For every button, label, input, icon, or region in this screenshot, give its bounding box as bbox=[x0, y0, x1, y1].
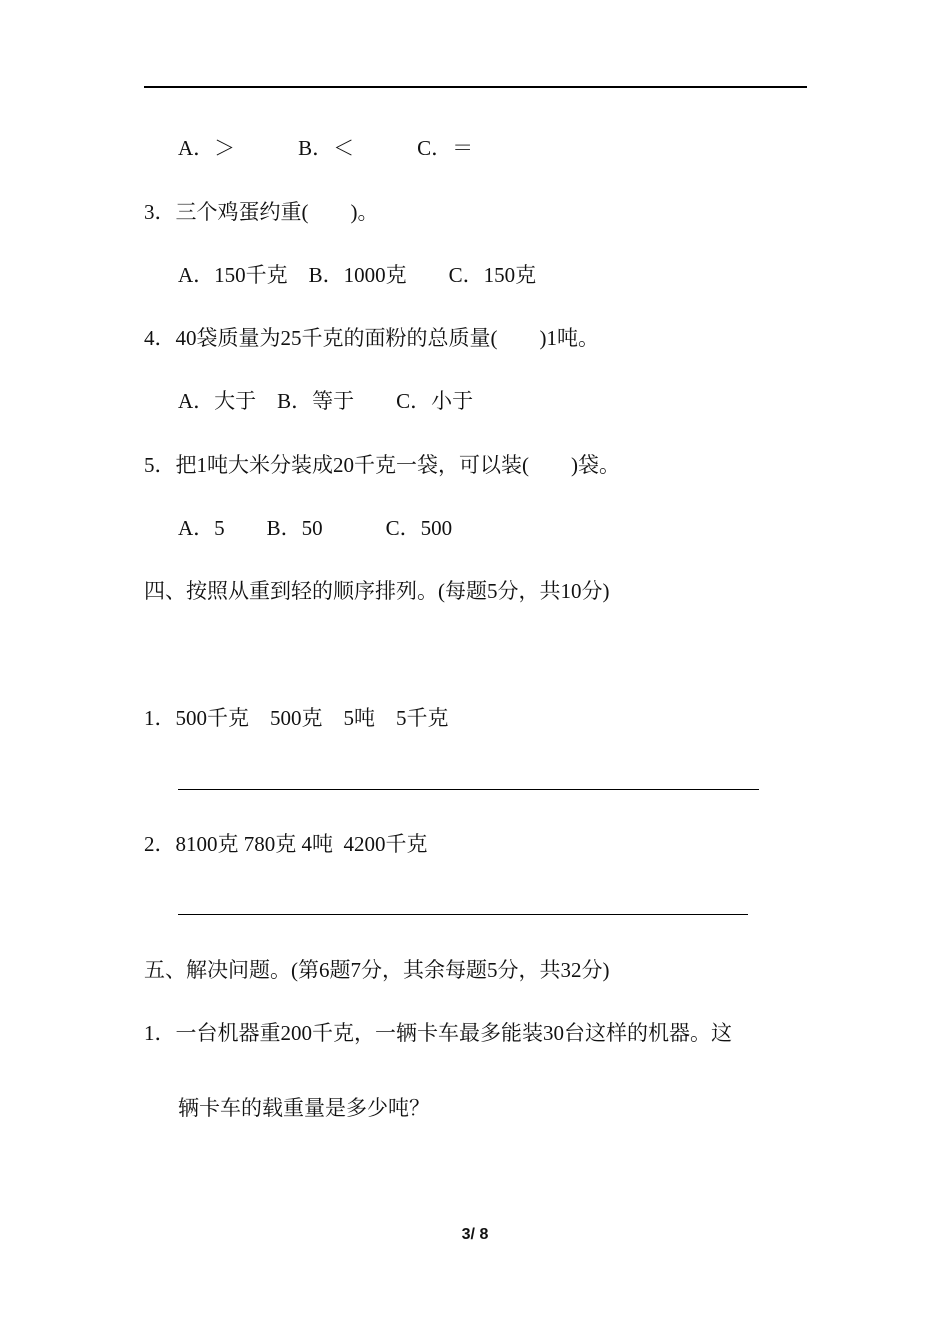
page-number: 3/ 8 bbox=[461, 1226, 489, 1243]
question-5-options: A．5 B．50 C．500 bbox=[178, 516, 453, 540]
section-4-title: 四、按照从重到轻的顺序排列。(每题5分，共10分) bbox=[144, 579, 610, 603]
section-5-question-1-continued: 辆卡车的载重量是多少吨？ bbox=[178, 1096, 430, 1120]
section-4-question-1: 1．500千克 500克 5吨 5千克 bbox=[144, 706, 449, 730]
question-5: 5．把1吨大米分装成20千克一袋，可以装( )袋。 bbox=[144, 453, 620, 477]
question-4: 4．40袋质量为25千克的面粉的总质量( )1吨。 bbox=[144, 326, 599, 350]
section-4-question-2: 2．8100克 780克 4吨 4200千克 bbox=[144, 832, 428, 856]
question-3: 3．三个鸡蛋约重( )。 bbox=[144, 200, 379, 224]
answer-line-1 bbox=[178, 789, 759, 790]
answer-line-2 bbox=[178, 914, 748, 915]
question-2-options: A．＞ B．＜ C．＝ bbox=[178, 136, 474, 160]
question-4-options: A．大于 B．等于 C．小于 bbox=[178, 389, 474, 413]
question-3-options: A．150千克 B．1000克 C．150克 bbox=[178, 263, 537, 287]
section-5-question-1: 1．一台机器重200千克，一辆卡车最多能装30台这样的机器。这 bbox=[144, 1021, 732, 1045]
section-5-title: 五、解决问题。(第6题7分，其余每题5分，共32分) bbox=[144, 958, 610, 982]
header-rule bbox=[144, 86, 807, 88]
